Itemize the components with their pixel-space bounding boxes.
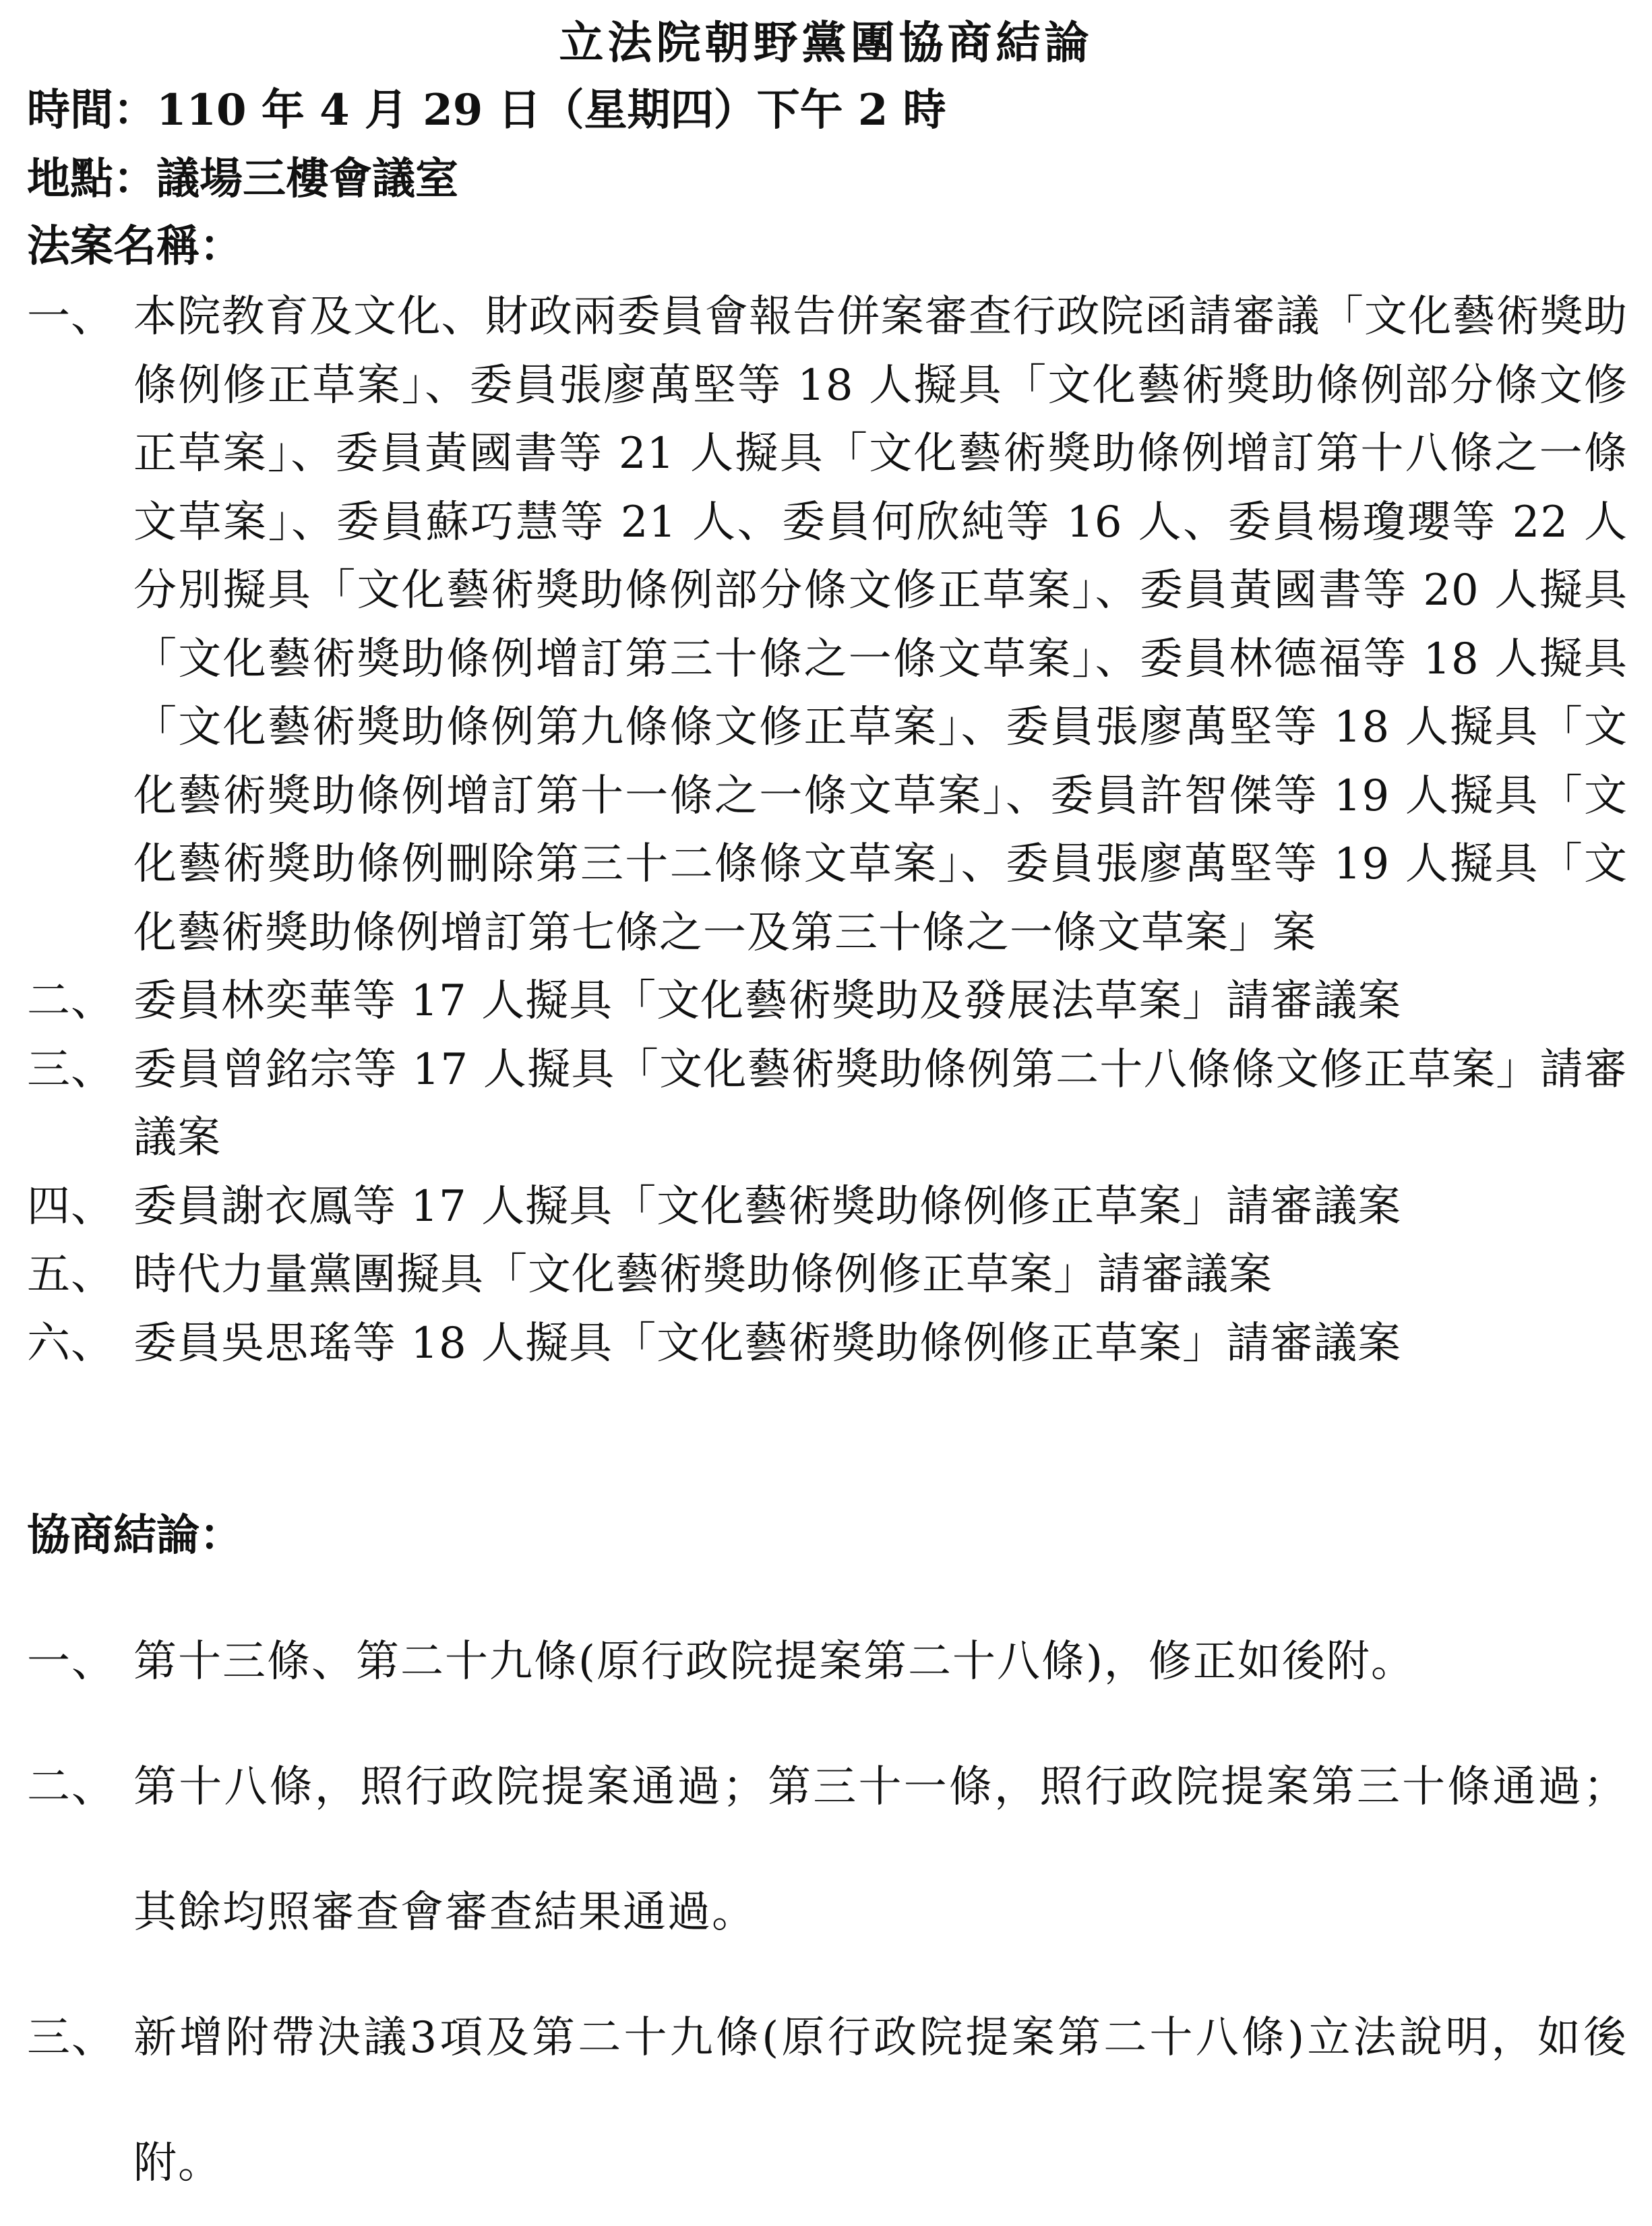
bill-number: 一、 bbox=[27, 292, 115, 342]
bill-text: 委員吳思瑤等 18 人擬具「文化藝術獎助條例修正草案」請審議案 bbox=[133, 1318, 1402, 1368]
bill-item bbox=[27, 1173, 1628, 1242]
conclusion-text: 新增附帶決議3項及第二十九條(原行政院提案第二十八條)立法說明，如後附。 bbox=[133, 2013, 1628, 2188]
bill-number: 五、 bbox=[27, 1250, 115, 1300]
conclusion-text: 第十八條，照行政院提案通過；第三十一條，照行政院提案第三十條通過；其餘均照審查會審查結果通過。 bbox=[133, 1762, 1628, 1937]
meeting-time: 時間：110 年 4 月 29 日（星期四）下午 2 時 bbox=[27, 85, 946, 136]
conclusion-text: 第十三條、第二十九條(原行政院提案第二十八條)，修正如後附。 bbox=[133, 1637, 1415, 1687]
bill-item bbox=[27, 1241, 1628, 1310]
bill-item bbox=[27, 1036, 1628, 1173]
bill-number: 四、 bbox=[27, 1181, 115, 1232]
bill-text: 委員林奕華等 17 人擬具「文化藝術獎助及發展法草案」請審議案 bbox=[133, 976, 1402, 1026]
bill-item bbox=[27, 283, 1628, 967]
bill-text: 委員謝衣鳳等 17 人擬具「文化藝術獎助條例修正草案」請審議案 bbox=[133, 1181, 1402, 1232]
bill-number: 三、 bbox=[27, 1044, 115, 1095]
conclusion-item bbox=[27, 1599, 1628, 1724]
bill-text: 本院教育及文化、財政兩委員會報告併案審查行政院函請審議「文化藝術獎助條例修正草案」、委員張廖萬堅等 18 人擬具「文化藝術獎助條例部分條文修正草案」、委員黃國書等 21 人擬具「文化藝術獎助條例增訂第十八條之一條文草案」、委員蘇巧慧等 21 人、委員何欣純等 16 人、委員楊瓊瓔等 22 人分別擬具「文化藝術獎助條例部分條文修正草案」、委員黃國書等 20 人擬具「文化藝術獎助條例增訂第三十條之一條文草案」、委員林德福等 18 人擬具「文化藝術獎助條例第九條條文修正草案」、委員張廖萬堅等 18 人擬具「文化藝術獎助條例增訂第十一條之一條文草案」、委員許智傑等 19 人擬具「文化藝術獎助條例刪除第三十二條條文草案」、委員張廖萬堅等 19 人擬具「文化藝術獎助條例增訂第七條之一及第三十條之一條文草案」案 bbox=[133, 292, 1628, 958]
bill-item bbox=[27, 1310, 1628, 1379]
bill-number: 二、 bbox=[27, 976, 115, 1026]
conclusion-number: 三、 bbox=[27, 2013, 116, 2063]
conclusion-list bbox=[27, 1599, 1628, 2226]
bill-list bbox=[27, 283, 1628, 1378]
bill-text: 時代力量黨團擬具「文化藝術獎助條例修正草案」請審議案 bbox=[133, 1250, 1273, 1300]
conclusion-number: 一、 bbox=[27, 1637, 116, 1687]
conclusion-item bbox=[27, 1724, 1628, 1975]
meeting-place: 地點：議場三樓會議室 bbox=[27, 154, 458, 204]
conclusion-item bbox=[27, 1975, 1628, 2226]
bill-text: 委員曾銘宗等 17 人擬具「文化藝術獎助條例第二十八條條文修正草案」請審議案 bbox=[133, 1044, 1628, 1163]
conclusion-number: 二、 bbox=[27, 1762, 116, 1812]
bill-number: 六、 bbox=[27, 1318, 115, 1368]
bill-item bbox=[27, 967, 1628, 1036]
bills-heading: 法案名稱： bbox=[27, 221, 243, 272]
document-title: 立法院朝野黨團協商結論 bbox=[559, 16, 1093, 69]
conclusion-heading: 協商結論： bbox=[27, 1510, 243, 1561]
